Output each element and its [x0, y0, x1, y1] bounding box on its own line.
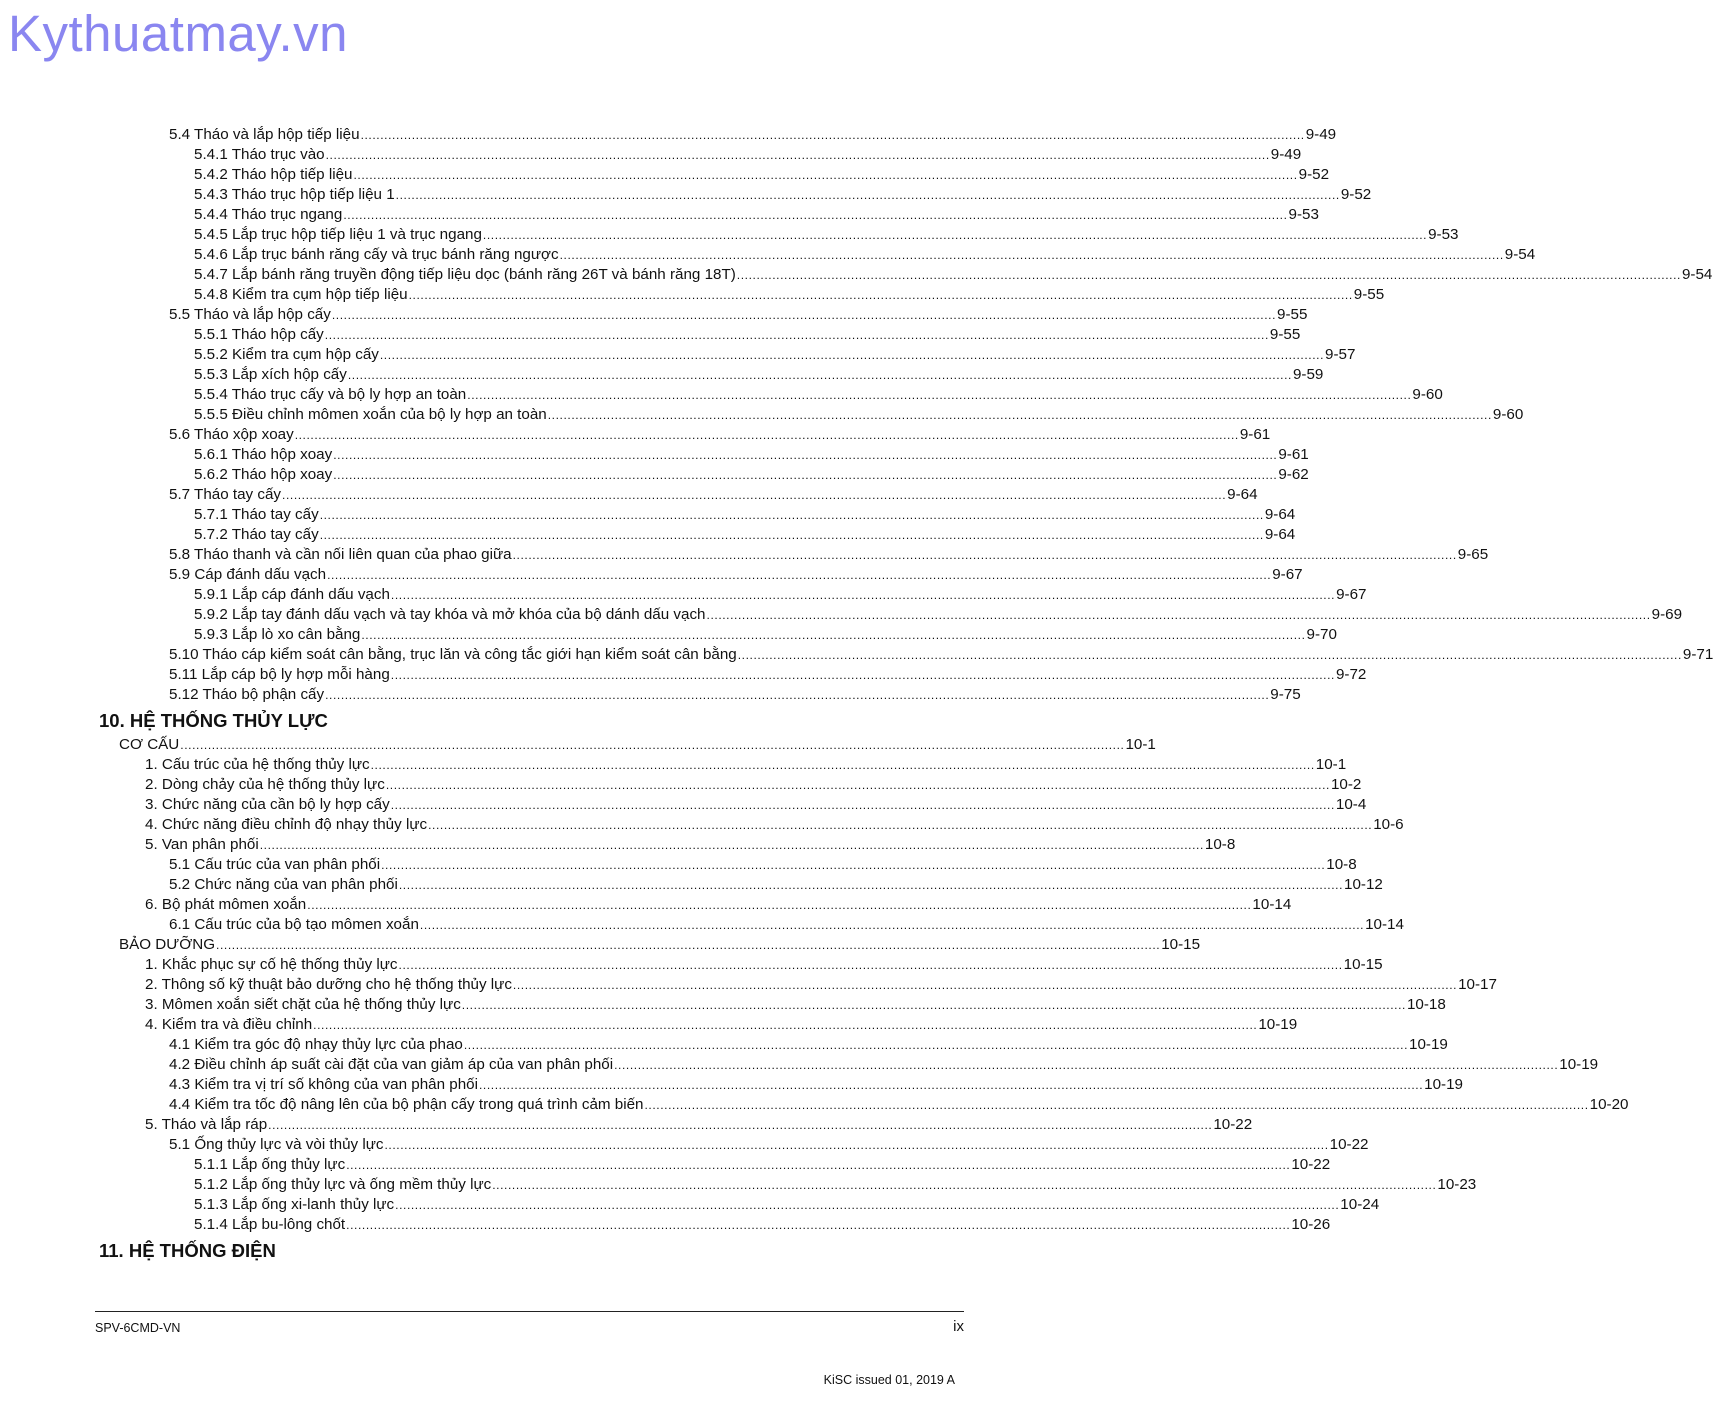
toc-entry[interactable]	[145, 775, 1362, 795]
toc-entry[interactable]	[194, 505, 1296, 525]
watermark-logo: Kythuatmay.vn	[8, 5, 349, 62]
toc-entry[interactable]	[169, 915, 1404, 935]
toc-entry-label: 5.4.1 Tháo trục vào	[194, 146, 325, 163]
toc-entry[interactable]	[194, 245, 1536, 265]
toc-entry[interactable]	[119, 935, 1201, 955]
toc-entry[interactable]	[145, 995, 1446, 1015]
toc-entry-label: 5.6.1 Tháo hộp xoay	[194, 446, 333, 463]
toc-entry[interactable]	[145, 1115, 1253, 1135]
dot-leader: ................................................................................................................................................................................................................................................	[512, 548, 1457, 562]
dot-leader: ................................................................................................................................................................................................................................................	[333, 468, 1278, 482]
toc-entry-page: 10-22	[1213, 1116, 1253, 1133]
section-heading: 11. HỆ THỐNG ĐIỆN	[99, 1240, 276, 1261]
toc-entry-label: 5.5.3 Lắp xích hộp cấy	[194, 366, 347, 383]
dot-leader: ................................................................................................................................................................................................................................................	[463, 1038, 1408, 1052]
dot-leader: ................................................................................................................................................................................................................................................	[307, 898, 1252, 912]
toc-entry-page: 10-18	[1406, 996, 1446, 1013]
toc-entry-label: 4. Kiểm tra và điều chỉnh	[145, 1016, 313, 1033]
toc-entry-label: 5.5.2 Kiểm tra cụm hộp cấy	[194, 346, 379, 363]
toc-entry-page: 9-75	[1270, 686, 1301, 703]
toc-entry-label: 5.4.7 Lắp bánh răng truyền động tiếp liệu dọc (bánh răng 26T và bánh răng 18T)	[194, 266, 736, 283]
toc-entry-label: 5.1.2 Lắp ống thủy lực và ống mềm thủy lực	[194, 1176, 492, 1193]
toc-entry-label: 5.4 Tháo và lắp hộp tiếp liệu	[169, 126, 360, 143]
dot-leader: ................................................................................................................................................................................................................................................	[353, 168, 1298, 182]
toc-entry[interactable]	[194, 605, 1683, 625]
toc-entry-page: 9-64	[1264, 506, 1296, 523]
toc-entry-page: 9-53	[1428, 226, 1459, 243]
toc-entry-page: 10-23	[1437, 1176, 1477, 1193]
toc-entry-page: 9-60	[1492, 406, 1524, 423]
dot-leader: ................................................................................................................................................................................................................................................	[398, 958, 1343, 972]
toc-entry[interactable]	[169, 1095, 1629, 1115]
dot-leader: ................................................................................................................................................................................................................................................	[467, 388, 1412, 402]
dot-leader: ................................................................................................................................................................................................................................................	[347, 368, 1292, 382]
toc-entry[interactable]	[169, 425, 1271, 445]
toc-entry-page: 9-53	[1288, 206, 1319, 223]
toc-entry-label: 5.8 Tháo thanh và cần nối liên quan của phao giữa	[169, 546, 512, 563]
toc-entry-page: 9-70	[1306, 626, 1337, 643]
dot-leader: ................................................................................................................................................................................................................................................	[644, 1098, 1589, 1112]
toc-entry-label: 5.6.2 Tháo hộp xoay	[194, 466, 333, 483]
toc-entry[interactable]	[194, 445, 1309, 465]
dot-leader: ................................................................................................................................................................................................................................................	[395, 188, 1340, 202]
toc-entry[interactable]	[194, 345, 1356, 365]
toc-entry-label: 5.4.5 Lắp trục hộp tiếp liệu 1 và trục ngang	[194, 226, 482, 243]
toc-entry-label: 5.5.4 Tháo trục cấy và bộ ly hợp an toàn	[194, 386, 467, 403]
dot-leader: ................................................................................................................................................................................................................................................	[381, 858, 1326, 872]
dot-leader: ................................................................................................................................................................................................................................................	[343, 208, 1288, 222]
toc-entry-label: 5.9.3 Lắp lò xo cân bằng	[194, 626, 361, 643]
toc-entry-page: 10-8	[1326, 856, 1357, 873]
toc-entry-page: 9-61	[1239, 426, 1271, 443]
toc-entry-label: BẢO DƯỠNG	[119, 936, 216, 953]
dot-leader: ................................................................................................................................................................................................................................................	[313, 1018, 1258, 1032]
toc-entry[interactable]	[194, 625, 1337, 645]
toc-entry-page: 10-19	[1424, 1076, 1464, 1093]
toc-entry-page: 9-65	[1457, 546, 1489, 563]
dot-leader: ................................................................................................................................................................................................................................................	[325, 688, 1270, 702]
toc-entry[interactable]	[194, 585, 1367, 605]
toc-entry[interactable]	[145, 955, 1383, 975]
toc-entry[interactable]	[194, 325, 1301, 345]
toc-entry[interactable]	[194, 385, 1443, 405]
toc-entry[interactable]	[145, 835, 1236, 855]
dot-leader: ................................................................................................................................................................................................................................................	[395, 1198, 1340, 1212]
toc-entry[interactable]	[169, 855, 1357, 875]
toc-entry[interactable]	[169, 485, 1258, 505]
toc-entry-page: 9-55	[1277, 306, 1308, 323]
toc-entry-page: 9-55	[1353, 286, 1385, 303]
toc-entry-label: 5.1.4 Lắp bu-lông chốt	[194, 1216, 346, 1233]
footer-divider	[95, 1311, 964, 1312]
toc-entry-label: 2. Thông số kỹ thuật bảo dưỡng cho hệ thống thủy lực	[145, 976, 512, 993]
toc-entry[interactable]	[169, 645, 1713, 665]
toc-entry[interactable]	[194, 1175, 1477, 1195]
toc-entry-page: 9-71	[1682, 646, 1713, 663]
toc-entry-label: 5.7.1 Tháo tay cấy	[194, 506, 319, 523]
toc-entry[interactable]	[194, 285, 1385, 305]
toc-entry-page: 9-55	[1269, 326, 1301, 343]
dot-leader: ................................................................................................................................................................................................................................................	[294, 428, 1239, 442]
toc-entry-label: CƠ CẤU	[119, 736, 180, 753]
dot-leader: ................................................................................................................................................................................................................................................	[428, 818, 1373, 832]
toc-entry[interactable]	[169, 875, 1383, 895]
toc-entry[interactable]	[169, 1075, 1464, 1095]
toc-entry[interactable]	[169, 305, 1308, 325]
toc-entry[interactable]	[169, 685, 1301, 705]
toc-entry-page: 10-4	[1335, 796, 1367, 813]
toc-entry-label: 4.3 Kiểm tra vị trí số không của van phân phối	[169, 1076, 478, 1093]
toc-entry[interactable]	[194, 1215, 1331, 1235]
dot-leader: ................................................................................................................................................................................................................................................	[479, 1078, 1424, 1092]
toc-entry[interactable]	[169, 1055, 1599, 1075]
toc-entry-page: 9-54	[1681, 266, 1713, 283]
toc-entry-label: 1. Khắc phục sự cố hệ thống thủy lực	[145, 956, 398, 973]
document-code: SPV-6CMD-VN	[95, 1321, 181, 1335]
toc-entry-page: 9-72	[1335, 666, 1367, 683]
toc-entry-page: 9-60	[1412, 386, 1443, 403]
toc-entry[interactable]	[145, 755, 1347, 775]
dot-leader: ................................................................................................................................................................................................................................................	[419, 918, 1365, 932]
toc-entry-label: 5.4.2 Tháo hộp tiếp liệu	[194, 166, 353, 183]
toc-entry-label: 4.2 Điều chỉnh áp suất cài đặt của van giảm áp của van phân phối	[169, 1056, 614, 1073]
dot-leader: ................................................................................................................................................................................................................................................	[737, 648, 1682, 662]
dot-leader: ................................................................................................................................................................................................................................................	[259, 838, 1204, 852]
toc-entry-label: 5. Van phân phối	[145, 836, 259, 853]
page-number: ix	[953, 1318, 964, 1335]
toc-entry-page: 10-12	[1344, 876, 1383, 893]
toc-entry-page: 10-1	[1315, 756, 1347, 773]
dot-leader: ................................................................................................................................................................................................................................................	[390, 798, 1335, 812]
toc-entry-label: 5.1.3 Lắp ống xi-lanh thủy lực	[194, 1196, 395, 1213]
toc-entry-label: 3. Chức năng của cần bộ ly hợp cấy	[145, 796, 390, 813]
toc-entry-page: 9-49	[1270, 146, 1302, 163]
toc-entry[interactable]	[194, 205, 1319, 225]
toc-entry-label: 5.11 Lắp cáp bộ ly hợp mỗi hàng	[169, 666, 390, 683]
toc-entry[interactable]	[145, 795, 1367, 815]
toc-entry-page: 10-19	[1409, 1036, 1448, 1053]
toc-entry-label: 5.1.1 Lắp ống thủy lực	[194, 1156, 346, 1173]
toc-entry-label: 5.7.2 Tháo tay cấy	[194, 526, 319, 543]
toc-entry-label: 4.1 Kiểm tra góc độ nhạy thủy lực của phao	[169, 1036, 463, 1053]
dot-leader: ................................................................................................................................................................................................................................................	[390, 668, 1335, 682]
toc-entry[interactable]	[194, 265, 1713, 285]
toc-entry[interactable]	[194, 465, 1309, 485]
toc-entry[interactable]	[169, 1135, 1369, 1155]
toc-entry-page: 9-64	[1264, 526, 1296, 543]
toc-entry[interactable]	[194, 525, 1296, 545]
dot-leader: ................................................................................................................................................................................................................................................	[390, 588, 1336, 602]
dot-leader: ................................................................................................................................................................................................................................................	[360, 128, 1305, 142]
issue-note: KiSC issued 01, 2019 A	[823, 1373, 955, 1387]
toc-entry-page: 10-20	[1589, 1096, 1629, 1113]
toc-entry-page: 9-57	[1325, 346, 1356, 363]
toc-entry-label: 5.9.2 Lắp tay đánh dấu vạch và tay khóa và mở khóa của bộ dánh dấu vạch	[194, 606, 706, 623]
toc-entry-label: 5.1 Cấu trúc của van phân phối	[169, 856, 381, 873]
toc-entry-page: 10-6	[1373, 816, 1404, 833]
toc-entry-label: 2. Dòng chảy của hệ thống thủy lực	[145, 776, 385, 793]
toc-entry-label: 5.2 Chức năng của van phân phối	[169, 876, 398, 893]
toc-entry-label: 5.6 Tháo xộp xoay	[169, 426, 294, 443]
toc-entry-page: 10-19	[1258, 1016, 1298, 1033]
toc-entry[interactable]	[194, 165, 1330, 185]
toc-entry-page: 9-49	[1305, 126, 1337, 143]
toc-entry[interactable]	[145, 975, 1497, 995]
toc-entry-page: 10-15	[1343, 956, 1383, 973]
toc-entry-page: 10-22	[1291, 1156, 1331, 1173]
toc-entry-page: 9-64	[1227, 486, 1258, 503]
dot-leader: ................................................................................................................................................................................................................................................	[398, 878, 1344, 892]
toc-entry[interactable]	[194, 405, 1524, 425]
toc-entry-label: 3. Mômen xoắn siết chặt của hệ thống thủy lực	[145, 996, 461, 1013]
toc-entry-page: 9-59	[1292, 366, 1324, 383]
toc-entry[interactable]	[119, 735, 1156, 755]
toc-entry-label: 4.4 Kiểm tra tốc độ nâng lên của bộ phận cấy trong quá trình cảm biến	[169, 1096, 644, 1113]
dot-leader: ................................................................................................................................................................................................................................................	[408, 288, 1353, 302]
toc-entry-label: 5.5 Tháo và lắp hộp cấy	[169, 306, 331, 323]
dot-leader: ................................................................................................................................................................................................................................................	[346, 1158, 1291, 1172]
toc-entry[interactable]	[194, 1155, 1331, 1175]
toc-entry-label: 5.4.6 Lắp trục bánh răng cấy và trục bánh răng ngược	[194, 246, 559, 263]
toc-entry-page: 10-2	[1330, 776, 1362, 793]
toc-entry-label: 1. Cấu trúc của hệ thống thủy lực	[145, 756, 370, 773]
toc-entry-page: 9-54	[1504, 246, 1536, 263]
toc-entry-page: 10-22	[1329, 1136, 1369, 1153]
toc-entry[interactable]	[169, 665, 1367, 685]
toc-entry-label: 5.4.3 Tháo trục hộp tiếp liệu 1	[194, 186, 395, 203]
toc-entry-page: 10-8	[1204, 836, 1236, 853]
toc-entry-label: 6.1 Cấu trúc của bộ tạo mômen xoắn	[169, 916, 419, 933]
dot-leader: ................................................................................................................................................................................................................................................	[384, 1138, 1329, 1152]
toc-entry[interactable]	[145, 815, 1404, 835]
dot-leader: ................................................................................................................................................................................................................................................	[180, 738, 1125, 752]
dot-leader: ................................................................................................................................................................................................................................................	[331, 308, 1276, 322]
dot-leader: ................................................................................................................................................................................................................................................	[216, 938, 1161, 952]
toc-entry[interactable]	[145, 895, 1292, 915]
dot-leader: ................................................................................................................................................................................................................................................	[512, 978, 1458, 992]
toc-entry[interactable]	[145, 1015, 1298, 1035]
toc-entry[interactable]	[169, 565, 1303, 585]
toc-entry-label: 5.5.5 Điều chỉnh mômen xoắn của bộ ly hợp an toàn	[194, 406, 547, 423]
toc-entry-label: 5.10 Tháo cáp kiểm soát cân bằng, trục lăn và công tắc giới hạn kiểm soát cân bằng	[169, 646, 737, 663]
dot-leader: ................................................................................................................................................................................................................................................	[379, 348, 1325, 362]
toc-entry[interactable]	[194, 1195, 1380, 1215]
dot-leader: ................................................................................................................................................................................................................................................	[319, 508, 1264, 522]
toc-entry-label: 5.4.4 Tháo trục ngang	[194, 206, 343, 223]
toc-entry[interactable]	[194, 145, 1302, 165]
dot-leader: ................................................................................................................................................................................................................................................	[559, 248, 1504, 262]
toc-entry-label: 5.9 Cáp đánh dấu vạch	[169, 566, 327, 583]
dot-leader: ................................................................................................................................................................................................................................................	[325, 148, 1270, 162]
toc-entry-label: 5.5.1 Tháo hộp cấy	[194, 326, 324, 343]
dot-leader: ................................................................................................................................................................................................................................................	[385, 778, 1330, 792]
toc-entry-page: 10-24	[1340, 1196, 1380, 1213]
dot-leader: ................................................................................................................................................................................................................................................	[268, 1118, 1213, 1132]
toc-entry-label: 5.1 Ống thủy lực và vòi thủy lực	[169, 1136, 384, 1153]
dot-leader: ................................................................................................................................................................................................................................................	[319, 528, 1264, 542]
toc-entry-page: 10-26	[1291, 1216, 1331, 1233]
toc-entry-page: 9-52	[1340, 186, 1372, 203]
toc-entry-label: 5. Tháo và lắp ráp	[145, 1116, 268, 1133]
toc-entry-label: 5.4.8 Kiểm tra cụm hộp tiếp liệu	[194, 286, 408, 303]
dot-leader: ................................................................................................................................................................................................................................................	[282, 488, 1227, 502]
dot-leader: ................................................................................................................................................................................................................................................	[706, 608, 1651, 622]
toc-entry-page: 10-17	[1458, 976, 1497, 993]
dot-leader: ................................................................................................................................................................................................................................................	[361, 628, 1306, 642]
dot-leader: ................................................................................................................................................................................................................................................	[333, 448, 1278, 462]
dot-leader: ................................................................................................................................................................................................................................................	[547, 408, 1492, 422]
dot-leader: ................................................................................................................................................................................................................................................	[324, 328, 1269, 342]
toc-entry-page: 10-15	[1161, 936, 1201, 953]
toc-entry-page: 9-52	[1298, 166, 1330, 183]
toc-entry-label: 6. Bộ phát mômen xoắn	[145, 896, 307, 913]
toc-entry[interactable]	[194, 225, 1459, 245]
toc-entry-page: 10-19	[1559, 1056, 1599, 1073]
toc-entry[interactable]	[194, 185, 1372, 205]
dot-leader: ................................................................................................................................................................................................................................................	[461, 998, 1406, 1012]
toc-entry-label: 5.9.1 Lắp cáp đánh dấu vạch	[194, 586, 390, 603]
toc-entry-page: 9-69	[1651, 606, 1683, 623]
toc-entry-page: 9-62	[1278, 466, 1309, 483]
toc-entry-page: 10-1	[1125, 736, 1156, 753]
dot-leader: ................................................................................................................................................................................................................................................	[614, 1058, 1559, 1072]
toc-entry[interactable]	[169, 545, 1489, 565]
toc-entry-page: 10-14	[1365, 916, 1404, 933]
dot-leader: ................................................................................................................................................................................................................................................	[482, 228, 1428, 242]
toc-entry[interactable]	[169, 125, 1337, 145]
toc-entry-page: 9-67	[1336, 586, 1367, 603]
dot-leader: ................................................................................................................................................................................................................................................	[736, 268, 1681, 282]
dot-leader: ................................................................................................................................................................................................................................................	[492, 1178, 1437, 1192]
toc-entry-label: 4. Chức năng điều chỉnh độ nhạy thủy lực	[145, 816, 428, 833]
toc-entry[interactable]	[169, 1035, 1448, 1055]
toc-entry-label: 5.7 Tháo tay cấy	[169, 486, 282, 503]
dot-leader: ................................................................................................................................................................................................................................................	[327, 568, 1272, 582]
toc-entry-page: 9-67	[1272, 566, 1303, 583]
toc-entry-page: 10-14	[1252, 896, 1292, 913]
section-heading: 10. HỆ THỐNG THỦY LỰC	[99, 710, 328, 731]
dot-leader: ................................................................................................................................................................................................................................................	[346, 1218, 1291, 1232]
toc-entry-page: 9-61	[1278, 446, 1309, 463]
toc-entry[interactable]	[194, 365, 1324, 385]
dot-leader: ................................................................................................................................................................................................................................................	[370, 758, 1315, 772]
toc-entry-label: 5.12 Tháo bộ phận cấy	[169, 686, 325, 703]
